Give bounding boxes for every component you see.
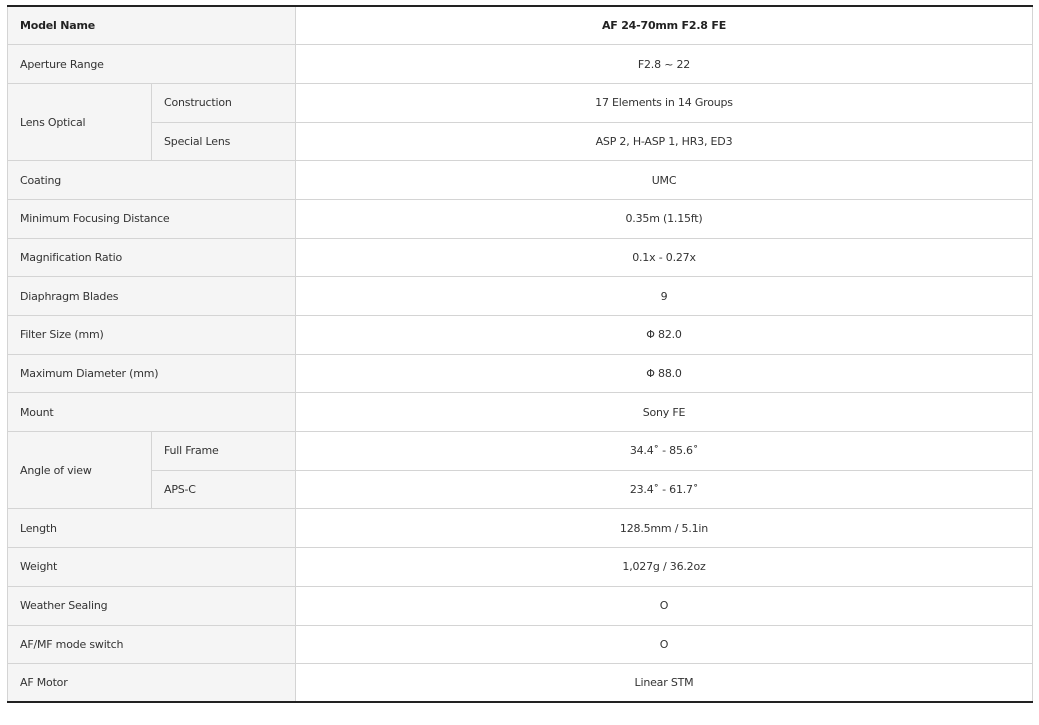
- spec-row-apsc: [8, 470, 1033, 509]
- spec-row-mount: [8, 393, 1033, 432]
- spec-value: 0.1x - 0.27x: [296, 238, 1033, 277]
- spec-label: Aperture Range: [8, 45, 296, 84]
- spec-value: Φ 88.0: [296, 354, 1033, 393]
- spec-row-max-diameter: [8, 354, 1033, 393]
- spec-row-construction: [8, 83, 1033, 122]
- spec-row-weight: [8, 548, 1033, 587]
- spec-label: Model Name: [8, 6, 296, 45]
- spec-sublabel: Full Frame: [152, 432, 296, 471]
- spec-sublabel: Construction: [152, 83, 296, 122]
- spec-row-weather: [8, 586, 1033, 625]
- spec-value: Φ 82.0: [296, 316, 1033, 355]
- spec-label: Maximum Diameter (mm): [8, 354, 296, 393]
- spec-table: [7, 5, 1033, 703]
- spec-row-special-lens: [8, 122, 1033, 161]
- spec-value: 9: [296, 277, 1033, 316]
- spec-row-filter: [8, 316, 1033, 355]
- spec-value: 34.4˚ - 85.6˚: [296, 432, 1033, 471]
- spec-value: 23.4˚ - 61.7˚: [296, 470, 1033, 509]
- spec-value: UMC: [296, 161, 1033, 200]
- spec-label: AF/MF mode switch: [8, 625, 296, 664]
- spec-value: ASP 2, H-ASP 1, HR3, ED3: [296, 122, 1033, 161]
- spec-row-model: [8, 6, 1033, 45]
- spec-label: Minimum Focusing Distance: [8, 199, 296, 238]
- spec-value: 128.5mm / 5.1in: [296, 509, 1033, 548]
- spec-label: Coating: [8, 161, 296, 200]
- spec-value: AF 24-70mm F2.8 FE: [296, 6, 1033, 45]
- spec-row-length: [8, 509, 1033, 548]
- spec-label: Mount: [8, 393, 296, 432]
- spec-value: F2.8 ~ 22: [296, 45, 1033, 84]
- spec-label: AF Motor: [8, 664, 296, 703]
- spec-label: Lens Optical: [8, 83, 152, 160]
- spec-row-magnification: [8, 238, 1033, 277]
- spec-value: 1,027g / 36.2oz: [296, 548, 1033, 587]
- spec-label: Weight: [8, 548, 296, 587]
- spec-label: Length: [8, 509, 296, 548]
- spec-label: Magnification Ratio: [8, 238, 296, 277]
- spec-row-aperture: [8, 45, 1033, 84]
- spec-row-full-frame: [8, 432, 1033, 471]
- spec-sublabel: APS-C: [152, 470, 296, 509]
- spec-value: Sony FE: [296, 393, 1033, 432]
- spec-sublabel: Special Lens: [152, 122, 296, 161]
- spec-value: O: [296, 586, 1033, 625]
- spec-label: Filter Size (mm): [8, 316, 296, 355]
- spec-row-afmf: [8, 625, 1033, 664]
- spec-label: Diaphragm Blades: [8, 277, 296, 316]
- spec-value: Linear STM: [296, 664, 1033, 703]
- spec-value: 17 Elements in 14 Groups: [296, 83, 1033, 122]
- spec-value: O: [296, 625, 1033, 664]
- spec-row-min-focus: [8, 199, 1033, 238]
- spec-row-coating: [8, 161, 1033, 200]
- spec-value: 0.35m (1.15ft): [296, 199, 1033, 238]
- spec-row-motor: [8, 664, 1033, 703]
- spec-label: Angle of view: [8, 432, 152, 509]
- spec-row-diaphragm: [8, 277, 1033, 316]
- spec-label: Weather Sealing: [8, 586, 296, 625]
